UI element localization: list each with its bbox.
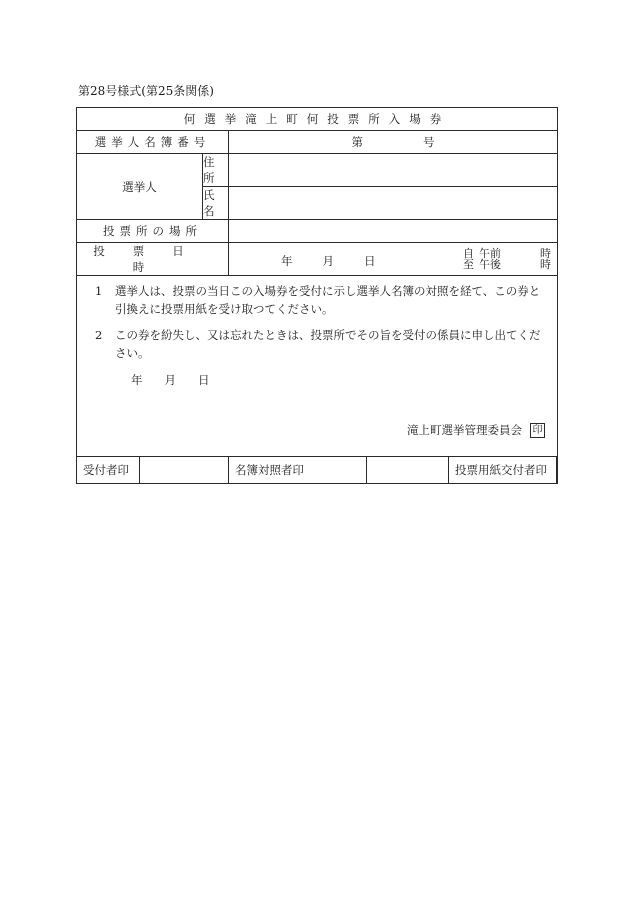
voter-number-suffix: 号 — [423, 135, 435, 149]
reception-seal-box[interactable] — [140, 457, 229, 484]
polling-place-field[interactable] — [229, 220, 558, 243]
issue-month-unit: 月 — [164, 373, 176, 387]
issue-date — [131, 372, 232, 388]
from-label: 自 — [463, 247, 474, 260]
polling-place-label: 投票所の場所 — [77, 220, 229, 243]
am-label: 午前 — [479, 247, 501, 260]
to-label: 至 — [463, 258, 474, 271]
address-label-cell — [203, 154, 235, 187]
ticket-title: 何選挙滝上町何投票所入場券 — [77, 108, 558, 131]
name-label: 氏名 — [203, 188, 235, 218]
note-text: 選挙人は、投票の当日この入場券を受付に示し選挙人名簿の対照を経て、この券と引換えに投票用紙を受け取つてください。 — [115, 284, 541, 316]
committee-name: 滝上町選挙管理委員会 — [407, 423, 522, 437]
seal-mark: 印 — [530, 423, 545, 438]
ballot-issue-seal-group — [449, 457, 558, 484]
register-check-seal-box[interactable] — [367, 457, 449, 484]
committee-signature — [407, 422, 545, 438]
address-label: 住所 — [203, 155, 235, 185]
year-unit: 年 — [281, 254, 293, 268]
name-field[interactable] — [229, 187, 558, 220]
name-label-cell — [203, 187, 235, 220]
voting-datetime-label: 投票日時 — [77, 243, 229, 276]
ballot-issue-seal-label: 投票用紙交付者印 — [449, 457, 557, 483]
reception-seal-label: 受付者印 — [77, 457, 140, 484]
issue-year-unit: 年 — [131, 373, 143, 387]
note-number: 1 — [95, 284, 103, 298]
time-range — [463, 248, 551, 270]
hour-unit-to: 時 — [540, 258, 551, 271]
voter-label: 選挙人 — [77, 154, 203, 220]
form-caption: 第28号様式(第25条関係) — [78, 84, 214, 98]
voter-number-field[interactable] — [229, 131, 558, 154]
note-item — [95, 282, 549, 318]
hour-unit-from: 時 — [540, 247, 551, 260]
admission-ticket-form — [76, 107, 558, 484]
note-item — [95, 326, 549, 362]
day-unit: 日 — [364, 254, 376, 268]
pm-label: 午後 — [479, 258, 501, 271]
address-field[interactable] — [229, 154, 558, 187]
note-number: 2 — [95, 328, 103, 342]
issue-day-unit: 日 — [198, 373, 210, 387]
notes-section — [77, 276, 558, 457]
register-check-seal-label: 名簿対照者印 — [229, 457, 367, 484]
voting-datetime-field[interactable] — [229, 243, 558, 276]
voter-number-label: 選挙人名簿番号 — [77, 131, 229, 154]
voter-number-prefix: 第 — [351, 135, 363, 149]
month-unit: 月 — [322, 254, 334, 268]
note-text: この券を紛失し、又は忘れたときは、投票所でその旨を受付の係員に申し出てください。 — [115, 328, 541, 360]
